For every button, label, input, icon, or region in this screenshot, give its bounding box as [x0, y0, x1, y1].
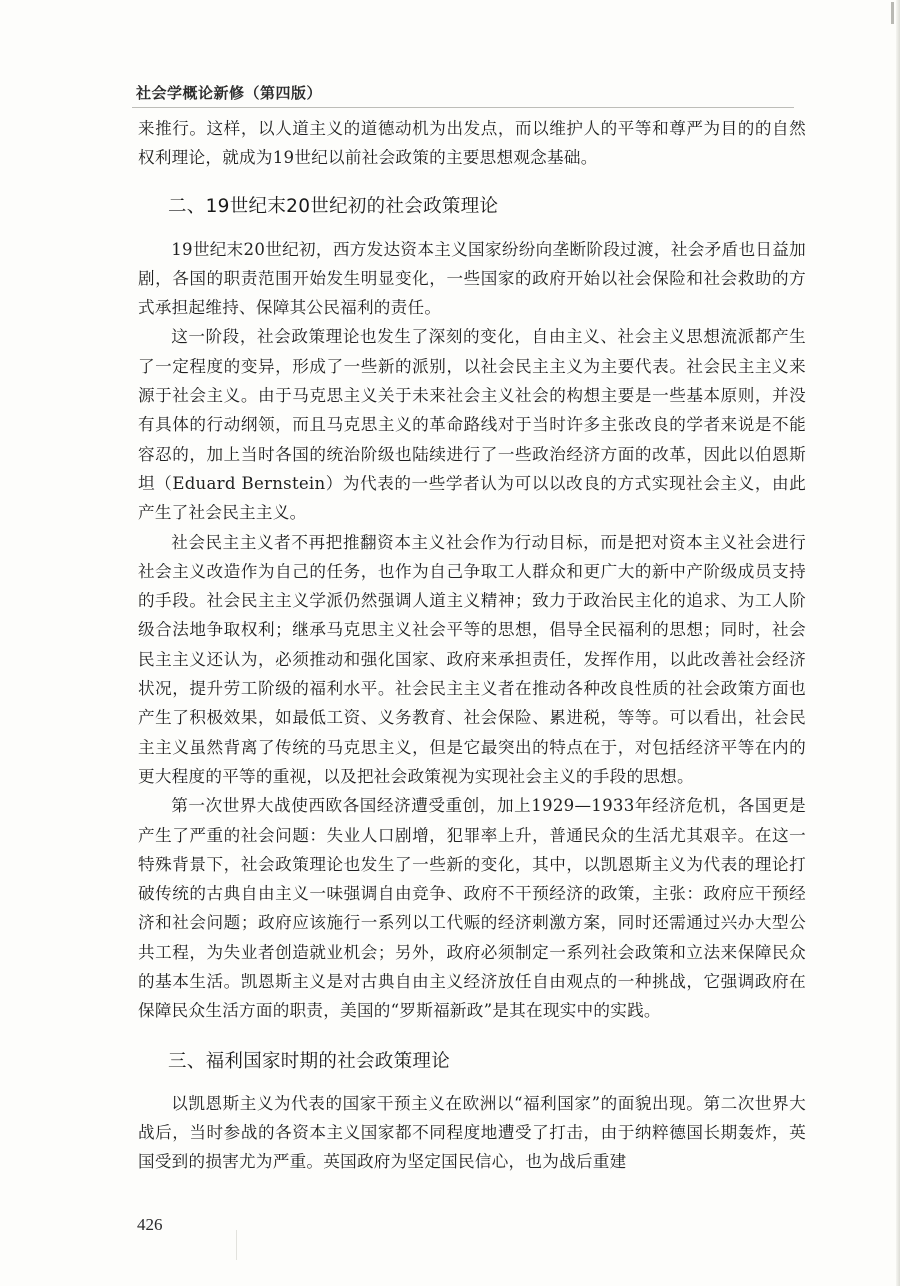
paragraph-intro-19th-century: 19世纪末20世纪初，西方发达资本主义国家纷纷向垄断阶段过渡，社会矛盾也日益加剧，各国的职责范围开始发生明显变化，一些国家的政府开始以社会保险和社会救助的方式承担起维持、保障其公民福利的责任。: [138, 239, 806, 318]
section-heading-three: 三、福利国家时期的社会政策理论: [168, 1050, 451, 1072]
running-header: 社会学概论新修（第四版）: [136, 84, 323, 102]
page-body: [138, 114, 806, 1177]
page-number: 426: [137, 1215, 163, 1234]
corner-mark: [891, 2, 894, 24]
header-rule: [132, 107, 794, 108]
paragraph-continuation: 来推行。这样，以人道主义的道德动机为出发点，而以维护人的平等和尊严为目的的自然权利理论，就成为19世纪以前社会政策的主要思想观念基础。: [138, 119, 806, 168]
paragraph-welfare-state: 以凯恩斯主义为代表的国家干预主义在欧洲以“福利国家”的面貌出现。第二次世界大战后，当时参战的各资本主义国家都不同程度地遭受了打击，由于纳粹德国长期轰炸，英国受到的损害尤为严重。英国政府为坚定国民信心，也为战后重建: [138, 1093, 806, 1172]
paragraph-social-democracy-origin: 这一阶段，社会政策理论也发生了深刻的变化，自由主义、社会主义思想流派都产生了一定程度的变异，形成了一些新的派别，以社会民主主义为主要代表。社会民主主义来源于社会主义。由于马克思主义关于未来社会主义社会的构想主要是一些基本原则，并没有具体的行动纲领，而且马克思主义的革命路线对于当时许多主张改良的学者来说是不能容忍的，加上当时各国的统治阶级也陆续进行了一些政治经济方面的改革，因此以伯恩斯坦（Eduard Bernstein）为代表的一些学者认为可以以改良的方式实现社会主义，由此产生了社会民主主义。: [138, 327, 806, 523]
fold-line: [236, 1230, 237, 1260]
section-heading-two: 二、19世纪末20世纪初的社会政策理论: [168, 195, 499, 217]
paragraph-social-democrats: 社会民主主义者不再把推翻资本主义社会作为行动目标，而是把对资本主义社会进行社会主义改造作为自己的任务，也作为自己争取工人群众和更广大的新中产阶级成员支持的手段。社会民主主义学派仍然强调人道主义精神；致力于政治民主化的追求、为工人阶级合法地争取权利；继承马克思主义社会平等的思想，倡导全民福利的思想；同时，社会民主主义还认为，必须推动和强化国家、政府来承担责任，发挥作用，以此改善社会经济状况，提升劳工阶级的福利水平。社会民主主义者在推动各种改良性质的社会政策方面也产生了积极效果，如最低工资、义务教育、社会保险、累进税，等等。可以看出，社会民主主义虽然背离了传统的马克思主义，但是它最突出的特点在于，对包括经济平等在内的更大程度的平等的重视，以及把社会政策视为实现社会主义的手段的思想。: [138, 532, 806, 786]
page-edge: [896, 0, 900, 1286]
paragraph-keynesianism: 第一次世界大战使西欧各国经济遭受重创，加上1929—1933年经济危机，各国更是产生了严重的社会问题：失业人口剧增，犯罪率上升，普通民众的生活尤其艰辛。在这一特殊背景下，社会政策理论也发生了一些新的变化，其中，以凯恩斯主义为代表的理论打破传统的古典自由主义一味强调自由竞争、政府不干预经济的政策，主张：政府应干预经济和社会问题；政府应该施行一系列以工代赈的经济刺激方案，同时还需通过兴办大型公共工程，为失业者创造就业机会；另外，政府必须制定一系列社会政策和立法来保障民众的基本生活。凯恩斯主义是对古典自由主义经济放任自由观点的一种挑战，它强调政府在保障民众生活方面的职责，美国的“罗斯福新政”是其在现实中的实践。: [138, 796, 806, 1021]
